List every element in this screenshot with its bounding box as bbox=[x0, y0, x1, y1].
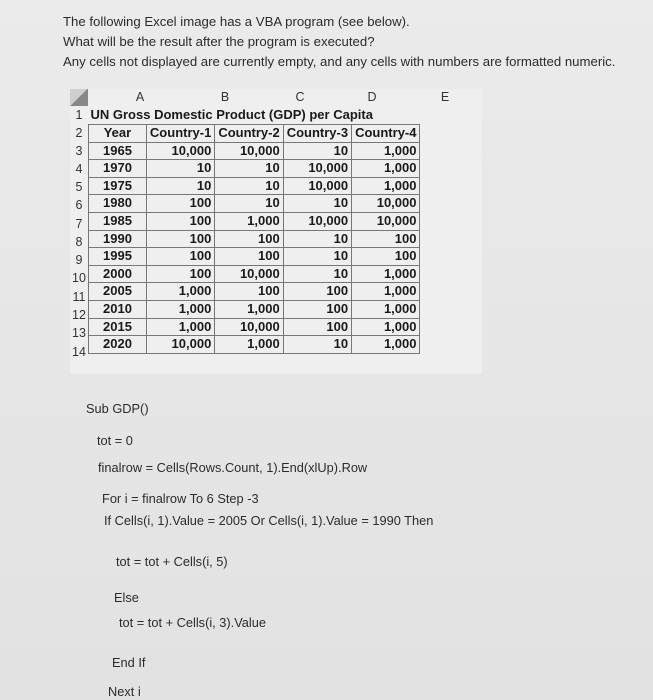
table-row bbox=[89, 265, 420, 283]
cell-value[interactable]: 1,000 bbox=[352, 318, 420, 336]
table-header-row bbox=[89, 125, 420, 143]
cell-value[interactable]: 1,000 bbox=[352, 142, 420, 160]
cell-value[interactable]: 100 bbox=[146, 195, 214, 213]
code-line: tot = 0 bbox=[97, 433, 133, 448]
cell-year[interactable]: 2015 bbox=[89, 318, 147, 336]
cell-value[interactable]: 1,000 bbox=[352, 283, 420, 301]
cell-value[interactable]: 100 bbox=[215, 248, 283, 266]
select-all-corner bbox=[70, 89, 88, 106]
row-number: 11 bbox=[72, 290, 86, 304]
code-line: End If bbox=[112, 655, 146, 670]
row-number: 12 bbox=[72, 308, 86, 322]
cell-year[interactable]: 1995 bbox=[89, 248, 147, 266]
col-header-a: A bbox=[135, 90, 145, 104]
cell-year[interactable]: 1975 bbox=[89, 177, 147, 195]
cell-value[interactable]: 10,000 bbox=[283, 160, 351, 178]
cell-value[interactable]: 10,000 bbox=[215, 318, 283, 336]
cell-value[interactable]: 100 bbox=[146, 212, 214, 230]
cell-year[interactable]: 2000 bbox=[89, 265, 147, 283]
cell-header-country-2[interactable]: Country-2 bbox=[215, 125, 283, 143]
question-line-2: What will be the result after the program is executed? bbox=[63, 34, 375, 49]
table-row bbox=[89, 248, 420, 266]
cell-value[interactable]: 10,000 bbox=[352, 212, 420, 230]
table-row bbox=[89, 195, 420, 213]
cell-value[interactable]: 10 bbox=[283, 195, 351, 213]
table-row bbox=[89, 177, 420, 195]
question-line-3: Any cells not displayed are currently empty, and any cells with numbers are formatted numeric. bbox=[63, 54, 616, 69]
cell-value[interactable]: 10 bbox=[283, 265, 351, 283]
cell-year[interactable]: 2010 bbox=[89, 300, 147, 318]
table-row bbox=[89, 160, 420, 178]
cell-year[interactable]: 1965 bbox=[89, 142, 147, 160]
cell-value[interactable]: 100 bbox=[146, 265, 214, 283]
cell-value[interactable]: 10,000 bbox=[352, 195, 420, 213]
cell-header-country-3[interactable]: Country-3 bbox=[283, 125, 351, 143]
row-number: 4 bbox=[75, 162, 83, 176]
col-header-d: D bbox=[367, 90, 377, 104]
col-header-c: C bbox=[295, 90, 305, 104]
table-row bbox=[89, 336, 420, 354]
cell-year[interactable]: 2020 bbox=[89, 336, 147, 354]
cell-value[interactable]: 100 bbox=[215, 230, 283, 248]
cell-value[interactable]: 100 bbox=[215, 283, 283, 301]
cell-value[interactable]: 10,000 bbox=[215, 265, 283, 283]
row-number: 14 bbox=[72, 345, 86, 359]
table-title[interactable]: UN Gross Domestic Product (GDP) per Capita bbox=[90, 106, 373, 122]
cell-value[interactable]: 1,000 bbox=[352, 177, 420, 195]
cell-value[interactable]: 100 bbox=[352, 248, 420, 266]
cell-value[interactable]: 10,000 bbox=[215, 142, 283, 160]
row-number: 10 bbox=[72, 271, 86, 285]
code-line: finalrow = Cells(Rows.Count, 1).End(xlUp).Row bbox=[98, 460, 368, 475]
row-number: 9 bbox=[75, 253, 83, 267]
cell-value[interactable]: 10,000 bbox=[283, 177, 351, 195]
cell-value[interactable]: 1,000 bbox=[146, 300, 214, 318]
table-row bbox=[89, 212, 420, 230]
cell-value[interactable]: 10 bbox=[146, 160, 214, 178]
code-line: Else bbox=[114, 590, 139, 605]
cell-value[interactable]: 10,000 bbox=[146, 336, 214, 354]
row-number: 5 bbox=[75, 180, 83, 194]
row-number: 6 bbox=[75, 198, 83, 212]
cell-value[interactable]: 100 bbox=[283, 283, 351, 301]
cell-value[interactable]: 10,000 bbox=[146, 142, 214, 160]
cell-value[interactable]: 10 bbox=[215, 195, 283, 213]
cell-header-country-1[interactable]: Country-1 bbox=[146, 125, 214, 143]
cell-year[interactable]: 1970 bbox=[89, 160, 147, 178]
cell-value[interactable]: 100 bbox=[146, 230, 214, 248]
col-header-e: E bbox=[440, 90, 450, 104]
row-number: 13 bbox=[72, 326, 86, 340]
cell-value[interactable]: 10 bbox=[283, 230, 351, 248]
table-row bbox=[89, 318, 420, 336]
cell-value[interactable]: 1,000 bbox=[352, 160, 420, 178]
cell-value[interactable]: 1,000 bbox=[215, 300, 283, 318]
cell-value[interactable]: 100 bbox=[146, 248, 214, 266]
cell-year[interactable]: 1990 bbox=[89, 230, 147, 248]
question-line-1: The following Excel image has a VBA program (see below). bbox=[63, 14, 410, 29]
cell-value[interactable]: 10 bbox=[283, 336, 351, 354]
cell-year[interactable]: 1980 bbox=[89, 195, 147, 213]
code-line: Sub GDP() bbox=[86, 401, 149, 416]
row-number: 2 bbox=[75, 126, 83, 140]
code-line: Next i bbox=[108, 684, 141, 699]
row-number: 7 bbox=[75, 217, 83, 231]
table-row bbox=[89, 300, 420, 318]
row-number: 3 bbox=[75, 144, 83, 158]
cell-header-country-4[interactable]: Country-4 bbox=[352, 125, 420, 143]
cell-value[interactable]: 100 bbox=[283, 300, 351, 318]
cell-value[interactable]: 10 bbox=[146, 177, 214, 195]
cell-value[interactable]: 1,000 bbox=[352, 300, 420, 318]
table-row bbox=[89, 283, 420, 301]
row-number: 8 bbox=[75, 235, 83, 249]
cell-value[interactable]: 10,000 bbox=[283, 212, 351, 230]
gdp-table bbox=[88, 106, 420, 354]
code-line: For i = finalrow To 6 Step -3 bbox=[102, 491, 259, 506]
cell-value[interactable]: 100 bbox=[352, 230, 420, 248]
code-line: tot = tot + Cells(i, 5) bbox=[116, 554, 228, 569]
cell-header-year[interactable]: Year bbox=[89, 125, 147, 143]
cell-value[interactable]: 10 bbox=[283, 142, 351, 160]
table-row bbox=[89, 230, 420, 248]
cell-value[interactable]: 1,000 bbox=[146, 318, 214, 336]
cell-value[interactable]: 1,000 bbox=[352, 265, 420, 283]
cell-value[interactable]: 10 bbox=[283, 248, 351, 266]
code-line: tot = tot + Cells(i, 3).Value bbox=[119, 615, 266, 630]
cell-value[interactable]: 100 bbox=[283, 318, 351, 336]
cell-value[interactable]: 1,000 bbox=[215, 212, 283, 230]
cell-value[interactable]: 10 bbox=[215, 177, 283, 195]
cell-year[interactable]: 2005 bbox=[89, 283, 147, 301]
row-number: 1 bbox=[75, 108, 83, 122]
cell-value[interactable]: 1,000 bbox=[215, 336, 283, 354]
cell-year[interactable]: 1985 bbox=[89, 212, 147, 230]
cell-value[interactable]: 1,000 bbox=[146, 283, 214, 301]
table-row bbox=[89, 142, 420, 160]
cell-value[interactable]: 1,000 bbox=[352, 336, 420, 354]
code-line: If Cells(i, 1).Value = 2005 Or Cells(i, 1).Value = 1990 Then bbox=[104, 513, 434, 528]
col-header-b: B bbox=[220, 90, 230, 104]
cell-value[interactable]: 10 bbox=[215, 160, 283, 178]
